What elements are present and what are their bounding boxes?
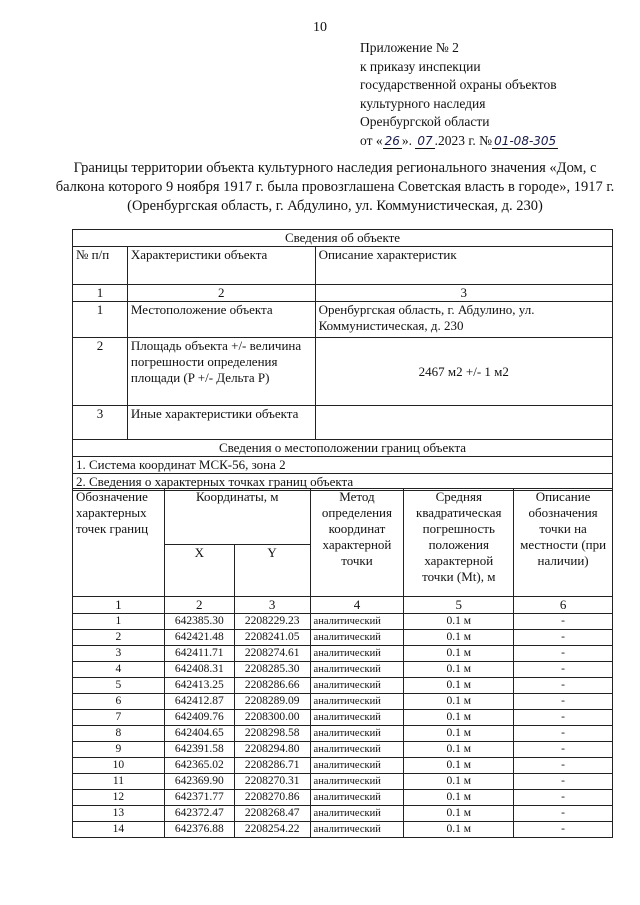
index-cell: 2 [164, 597, 234, 614]
row-desc [315, 406, 612, 440]
point-mt-cell: 0.1 м [404, 822, 514, 838]
point-mt-cell: 0.1 м [404, 630, 514, 646]
point-n-cell: 6 [73, 694, 165, 710]
appendix-line: культурного наследия [360, 95, 486, 111]
point-x-cell: 642411.71 [164, 646, 234, 662]
row-desc: Оренбургская область, г. Абдулино, ул. Коммунистическая, д. 230 [315, 302, 612, 338]
point-x-cell: 642372.47 [164, 806, 234, 822]
point-d-cell: - [514, 822, 613, 838]
handwritten-month: 07 [417, 133, 433, 148]
point-x-cell: 642413.25 [164, 678, 234, 694]
point-row [73, 726, 613, 742]
point-row [73, 774, 613, 790]
location-header: Сведения о местоположении границ объекта [73, 440, 613, 457]
appendix-line: к приказу инспекции [360, 58, 481, 74]
point-d-cell: - [514, 646, 613, 662]
point-mt-cell: 0.1 м [404, 678, 514, 694]
point-method-cell: аналитический [310, 694, 404, 710]
point-y-cell: 2208241.05 [234, 630, 310, 646]
point-row [73, 822, 613, 838]
point-mt-cell: 0.1 м [404, 662, 514, 678]
point-row [73, 614, 613, 630]
point-mt-cell: 0.1 м [404, 726, 514, 742]
point-n-cell: 11 [73, 774, 165, 790]
point-n-cell: 1 [73, 614, 165, 630]
point-method-cell: аналитический [310, 710, 404, 726]
point-method-cell: аналитический [310, 742, 404, 758]
point-y-cell: 2208274.61 [234, 646, 310, 662]
point-mt-cell: 0.1 м [404, 806, 514, 822]
point-n-cell: 8 [73, 726, 165, 742]
point-y-cell: 2208289.09 [234, 694, 310, 710]
point-d-cell: - [514, 678, 613, 694]
point-y-cell: 2208286.66 [234, 678, 310, 694]
point-n-cell: 13 [73, 806, 165, 822]
point-d-cell: - [514, 806, 613, 822]
index-cell: 3 [315, 285, 612, 302]
point-method-cell: аналитический [310, 662, 404, 678]
point-x-cell: 642404.65 [164, 726, 234, 742]
point-y-cell: 2208270.86 [234, 790, 310, 806]
point-y-cell: 2208254.22 [234, 822, 310, 838]
row-num: 1 [73, 302, 128, 338]
appendix-line: государственной охраны объектов [360, 77, 557, 92]
index-cell: 3 [234, 597, 310, 614]
point-d-cell: - [514, 742, 613, 758]
index-cell: 4 [310, 597, 404, 614]
point-mt-cell: 0.1 м [404, 614, 514, 630]
point-y-cell: 2208286.71 [234, 758, 310, 774]
point-row [73, 678, 613, 694]
point-mt-cell: 0.1 м [404, 774, 514, 790]
point-method-cell: аналитический [310, 678, 404, 694]
point-x-cell: 642409.76 [164, 710, 234, 726]
object-info-header: Сведения об объекте [73, 230, 613, 247]
point-d-cell: - [514, 694, 613, 710]
col-num-header: № п/п [73, 247, 128, 285]
point-x-cell: 642365.02 [164, 758, 234, 774]
point-row [73, 694, 613, 710]
point-d-cell: - [514, 630, 613, 646]
point-n-cell: 4 [73, 662, 165, 678]
point-y-cell: 2208270.31 [234, 774, 310, 790]
point-n-cell: 14 [73, 822, 165, 838]
point-y-cell: 2208298.58 [234, 726, 310, 742]
point-mt-cell: 0.1 м [404, 694, 514, 710]
point-row [73, 646, 613, 662]
point-d-cell: - [514, 774, 613, 790]
point-x-cell: 642421.48 [164, 630, 234, 646]
row-char: Иные характеристики объекта [127, 406, 315, 440]
point-method-cell: аналитический [310, 646, 404, 662]
coordinate-system: 1. Система координат МСК-56, зона 2 [73, 457, 613, 474]
handwritten-order-number: 01-08-305 [494, 133, 557, 148]
point-mt-cell: 0.1 м [404, 742, 514, 758]
col-char-header: Характеристики объекта [127, 247, 315, 285]
points-header: 2. Сведения о характерных точках границ объекта [73, 474, 613, 491]
point-row [73, 662, 613, 678]
index-cell: 2 [127, 285, 315, 302]
point-row [73, 806, 613, 822]
point-row [73, 790, 613, 806]
handwritten-day: 26 [384, 133, 400, 148]
point-d-cell: - [514, 758, 613, 774]
point-y-cell: 2208294.80 [234, 742, 310, 758]
col-desc-header: Описание обозначения точки на местности (при наличии) [514, 489, 613, 597]
point-x-cell: 642408.31 [164, 662, 234, 678]
point-n-cell: 12 [73, 790, 165, 806]
row-num: 2 [73, 338, 128, 406]
col-error-header: Средняя квадратическая погрешность положения характерной точки (Mt), м [404, 489, 514, 597]
point-mt-cell: 0.1 м [404, 710, 514, 726]
index-cell: 1 [73, 597, 165, 614]
point-row [73, 742, 613, 758]
col-y-header: Y [234, 545, 310, 597]
point-mt-cell: 0.1 м [404, 758, 514, 774]
col-x-header: X [164, 545, 234, 597]
point-row [73, 710, 613, 726]
point-d-cell: - [514, 726, 613, 742]
appendix-line: Приложение № 2 [360, 40, 459, 55]
index-cell: 6 [514, 597, 613, 614]
col-designation-header: Обозначение характерных точек границ [73, 489, 165, 597]
date-prefix: от « [360, 132, 383, 148]
point-x-cell: 642385.30 [164, 614, 234, 630]
row-char: Местоположение объекта [127, 302, 315, 338]
point-y-cell: 2208229.23 [234, 614, 310, 630]
appendix-line: Оренбургской области [360, 114, 490, 129]
point-mt-cell: 0.1 м [404, 790, 514, 806]
object-info-table [72, 229, 613, 491]
point-n-cell: 5 [73, 678, 165, 694]
point-method-cell: аналитический [310, 630, 404, 646]
row-desc: 2467 м2 +/- 1 м2 [315, 338, 612, 406]
point-x-cell: 642412.87 [164, 694, 234, 710]
point-n-cell: 3 [73, 646, 165, 662]
point-method-cell: аналитический [310, 790, 404, 806]
appendix-date-line [360, 132, 558, 151]
point-y-cell: 2208300.00 [234, 710, 310, 726]
point-x-cell: 642376.88 [164, 822, 234, 838]
point-mt-cell: 0.1 м [404, 646, 514, 662]
index-cell: 5 [404, 597, 514, 614]
point-d-cell: - [514, 662, 613, 678]
point-x-cell: 642369.90 [164, 774, 234, 790]
point-method-cell: аналитический [310, 726, 404, 742]
row-num: 3 [73, 406, 128, 440]
point-d-cell: - [514, 790, 613, 806]
index-cell: 1 [73, 285, 128, 302]
col-method-header: Метод определения координат характерной точки [310, 489, 404, 597]
point-y-cell: 2208268.47 [234, 806, 310, 822]
point-row [73, 758, 613, 774]
date-mid: ». [401, 132, 416, 148]
document-title: Границы территории объекта культурного наследия регионального значения «Дом, с балкона которого 9 ноября 1917 г. была провозглашена Советская власть в городе», 1917 г. (Оренбургская область, г. Абдулино, ул. Коммунистическая, д. 230) [55, 160, 615, 214]
col-desc-header: Описание характеристик [315, 247, 612, 285]
col-coords-header: Координаты, м [164, 489, 310, 545]
point-n-cell: 9 [73, 742, 165, 758]
point-method-cell: аналитический [310, 822, 404, 838]
point-x-cell: 642371.77 [164, 790, 234, 806]
appendix-block [360, 39, 558, 150]
point-method-cell: аналитический [310, 614, 404, 630]
points-table [72, 488, 613, 838]
point-y-cell: 2208285.30 [234, 662, 310, 678]
page-number: 10 [313, 20, 327, 35]
point-d-cell: - [514, 710, 613, 726]
point-method-cell: аналитический [310, 758, 404, 774]
point-method-cell: аналитический [310, 774, 404, 790]
point-row [73, 630, 613, 646]
point-d-cell: - [514, 614, 613, 630]
point-n-cell: 2 [73, 630, 165, 646]
point-n-cell: 7 [73, 710, 165, 726]
row-char: Площадь объекта +/- величина погрешности определения площади (P +/- Дельта P) [127, 338, 315, 406]
date-year: .2023 г. № [434, 132, 493, 148]
point-n-cell: 10 [73, 758, 165, 774]
point-method-cell: аналитический [310, 806, 404, 822]
point-x-cell: 642391.58 [164, 742, 234, 758]
